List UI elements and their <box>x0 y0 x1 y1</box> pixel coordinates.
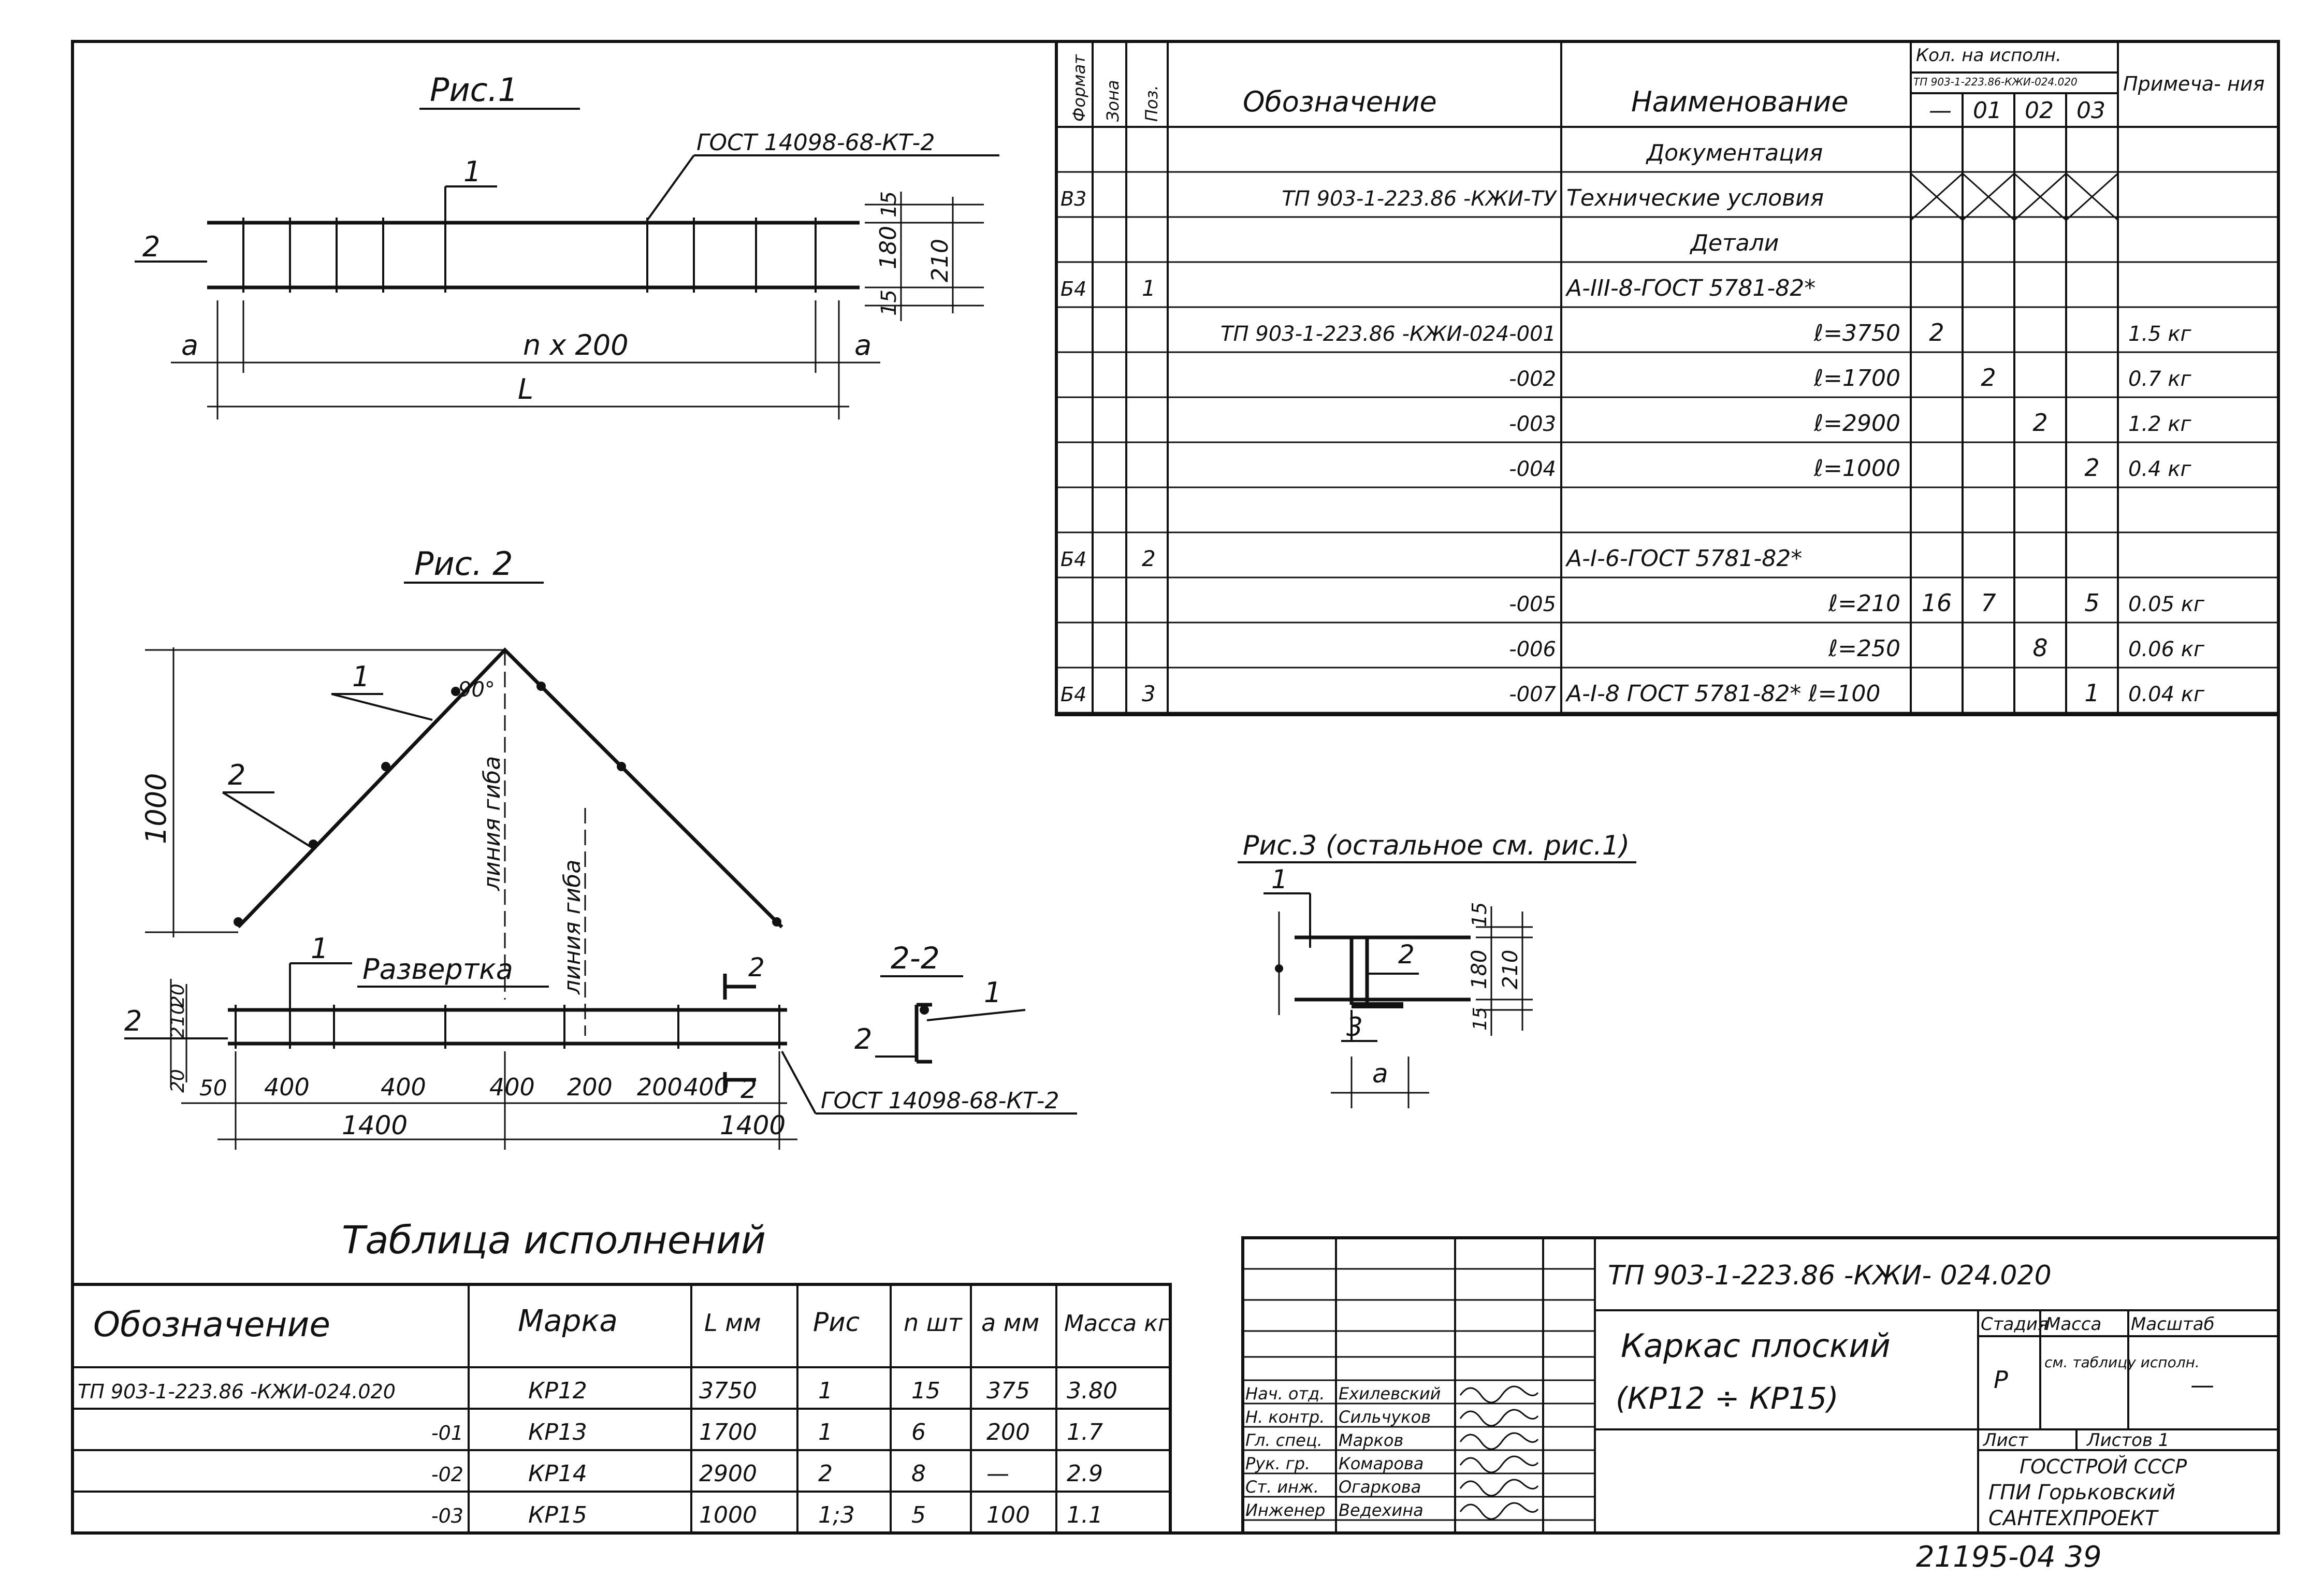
title-block <box>1243 1238 2278 1533</box>
ispoln-cell: 200 <box>986 1419 1030 1445</box>
fig1-dim-180: 180 <box>875 226 902 269</box>
spec-cell: Б4 <box>1061 548 1087 571</box>
fig2-r-pos1: 1 <box>311 932 329 965</box>
fig2-dim-1: 400 <box>381 1073 426 1101</box>
fig2-dim-5: 400 <box>684 1073 729 1101</box>
ispoln-cell: КР14 <box>528 1460 587 1487</box>
ispoln-h-0: Обозначение <box>93 1305 330 1344</box>
spec-cell: 2 <box>1142 546 1156 571</box>
ispoln-cell: 2.9 <box>1067 1460 1103 1487</box>
section22-pos1: 1 <box>984 976 1002 1009</box>
ispoln-cell: 375 <box>986 1378 1030 1404</box>
spec-cell: -007 <box>1509 683 1556 706</box>
ispoln-cell: 1 <box>818 1378 833 1404</box>
spec-cell: 0.05 кг <box>2128 592 2204 616</box>
spec-cell: 2 <box>2084 454 2100 482</box>
fig1-dim-a-right: a <box>854 329 872 361</box>
spec-cell: 2 <box>1981 364 1996 392</box>
ispoln-title: Таблица исполнений <box>342 1218 766 1263</box>
signature-scribble <box>1460 1456 1538 1472</box>
spec-h-prim: Примеча- ния <box>2123 73 2265 95</box>
fig2-angle: 90° <box>458 678 495 702</box>
fig2-d20b: 20 <box>167 1069 188 1093</box>
spec-h-kol-sub: ТП 903-1-223.86-КЖИ-024.020 <box>1913 76 2078 88</box>
spec-cell: A-III-8-ГОСТ 5781-82* <box>1566 275 1816 301</box>
fig3-pos1: 1 <box>1271 864 1288 894</box>
stamp-name1: Каркас плоский <box>1621 1327 1891 1365</box>
spec-cell: A-I-6-ГОСТ 5781-82* <box>1566 545 1803 572</box>
ispoln-h-5: a мм <box>981 1309 1040 1337</box>
fig2-fold2: линия гиба <box>559 859 586 994</box>
spec-h-zona: Зона <box>1103 80 1123 122</box>
fig1-dim-L: L <box>518 373 534 406</box>
ispoln-cell: 1700 <box>699 1419 757 1445</box>
spec-cell: 0.04 кг <box>2128 683 2204 706</box>
spec-h-col-2: 02 <box>2025 97 2054 124</box>
signature-scribble <box>1460 1410 1538 1426</box>
fig2-dim-0: 400 <box>264 1073 310 1101</box>
fig3-d15b: 15 <box>1470 1007 1491 1031</box>
ispoln-cell: — <box>986 1460 1009 1487</box>
spec-cell: ℓ=3750 <box>1813 320 1900 346</box>
ispoln-cell: 6 <box>911 1419 926 1445</box>
stamp-org2: ГПИ Горьковский <box>1988 1481 2176 1505</box>
spec-cell: Технические условия <box>1566 185 1824 211</box>
fig2-d50: 50 <box>199 1075 227 1101</box>
stamp-role: Инженер <box>1245 1500 1326 1520</box>
ispoln-h-1: Марка <box>518 1303 618 1338</box>
spec-cell: ℓ=250 <box>1828 635 1900 662</box>
archive-number: 21195-04 39 <box>1916 1540 2102 1574</box>
fig2-d1400b: 1400 <box>720 1110 786 1140</box>
spec-h-col-1: 01 <box>1973 97 2002 124</box>
fig2-dim-3: 200 <box>567 1073 613 1101</box>
spec-cell: 7 <box>1981 589 1996 617</box>
ispoln-cell: КР13 <box>528 1419 587 1445</box>
fig3-pos3: 3 <box>1346 1012 1363 1042</box>
fig3-d180: 180 <box>1468 949 1491 989</box>
spec-h-col-3: 03 <box>2076 97 2105 124</box>
fig2-gost: ГОСТ 14098-68-КТ-2 <box>821 1088 1059 1114</box>
ispoln-cell: 2 <box>818 1460 833 1487</box>
signature-scribble <box>1460 1433 1538 1449</box>
ispoln-cell: 15 <box>911 1378 940 1404</box>
stamp-h-massa: Масса <box>2045 1314 2102 1335</box>
spec-cell: 1.5 кг <box>2128 322 2191 346</box>
stamp-role: Гл. спец. <box>1245 1430 1323 1450</box>
stamp-role: Н. контр. <box>1245 1407 1325 1427</box>
spec-h-col-0: — <box>1929 97 1952 124</box>
spec-cell: 0.4 кг <box>2128 457 2191 481</box>
spec-cell: В3 <box>1061 187 1087 210</box>
stamp-person: Комарова <box>1339 1454 1424 1473</box>
spec-cell: ℓ=1000 <box>1813 455 1900 482</box>
spec-h-naim: Наименование <box>1631 85 1849 118</box>
fig3-da: a <box>1372 1059 1388 1089</box>
ispoln-cell: 3750 <box>699 1378 757 1404</box>
spec-cell: Б4 <box>1061 683 1087 706</box>
spec-cell: 3 <box>1142 681 1156 706</box>
ispoln-h-6: Масса кг <box>1064 1310 1170 1337</box>
fig1-dim-nx200: n x 200 <box>523 329 629 361</box>
spec-cell: 5 <box>2084 589 2100 617</box>
fig2-pos1: 1 <box>352 660 370 693</box>
fig1-pos2: 2 <box>142 230 161 263</box>
spec-cell: -004 <box>1509 457 1556 481</box>
stamp-person: Огаркова <box>1339 1477 1421 1497</box>
ispoln-h-4: n шт <box>904 1309 962 1337</box>
spec-cell: 1 <box>1142 276 1156 301</box>
stamp-person: Сильчуков <box>1339 1407 1431 1427</box>
fig2-cut-bottom: 2 <box>740 1074 757 1104</box>
stamp-org3: САНТЕХПРОЕКТ <box>1988 1507 2158 1530</box>
specification-table <box>1056 41 2278 715</box>
ispoln-cell: 1.7 <box>1067 1419 1103 1445</box>
spec-cell: 0.06 кг <box>2128 638 2204 661</box>
fig3-title: Рис.3 (остальное см. рис.1) <box>1243 830 1630 861</box>
ispoln-cell: КР15 <box>528 1502 587 1528</box>
spec-cell: 2 <box>2032 409 2048 437</box>
ispoln-cell: ТП 903-1-223.86 -КЖИ-024.020 <box>78 1380 396 1403</box>
stamp-stadia: Р <box>1994 1366 2008 1394</box>
figure-3 <box>1238 830 1636 1108</box>
section-2-2 <box>854 941 1025 1062</box>
ispoln-h-3: Рис <box>813 1307 860 1337</box>
fig1-pos1: 1 <box>463 155 482 188</box>
stamp-name2: (КР12 ÷ КР15) <box>1616 1381 1839 1416</box>
fig1-title: Рис.1 <box>430 71 518 109</box>
signature-scribble <box>1460 1480 1538 1496</box>
ispoln-cell: 2900 <box>699 1460 757 1487</box>
stamp-h-stadia: Стадия <box>1981 1314 2049 1335</box>
spec-cell: 2 <box>1929 319 1944 346</box>
fig2-pos2: 2 <box>228 759 246 791</box>
fig2-r-pos2: 2 <box>124 1005 142 1037</box>
stamp-listov: Листов 1 <box>2087 1430 2170 1451</box>
fig1-dim-a-left: a <box>181 329 199 361</box>
section22-title: 2-2 <box>891 941 940 976</box>
spec-cell: Б4 <box>1061 278 1087 300</box>
spec-cell: 8 <box>2032 634 2048 662</box>
spec-h-format: Формат <box>1069 54 1089 122</box>
fig2-title: Рис. 2 <box>414 545 513 583</box>
fig1-dim-210: 210 <box>927 239 953 282</box>
fig2-dim-1000: 1000 <box>140 773 172 844</box>
stamp-person: Марков <box>1339 1430 1404 1450</box>
ispoln-cell: КР12 <box>528 1378 587 1404</box>
ispoln-cell: 1000 <box>699 1502 757 1528</box>
spec-cell: ТП 903-1-223.86 -КЖИ-024-001 <box>1221 322 1556 346</box>
spec-cell: -005 <box>1509 592 1556 616</box>
ispoln-cell: 100 <box>986 1502 1030 1528</box>
fig2-fold1: линия гиба <box>479 756 505 891</box>
fig1-dim-15b: 15 <box>877 290 901 316</box>
signature-scribble <box>1460 1386 1538 1402</box>
spec-cell: 1.2 кг <box>2128 412 2191 436</box>
ispoln-cell: 3.80 <box>1067 1378 1117 1404</box>
fig3-d15: 15 <box>1468 902 1491 927</box>
fig2-d1400a: 1400 <box>342 1110 408 1140</box>
ispoln-cell: 5 <box>911 1502 926 1528</box>
ispoln-cell: 1.1 <box>1067 1502 1103 1528</box>
stamp-code: ТП 903-1-223.86 -КЖИ- 024.020 <box>1608 1260 2052 1291</box>
fig2-dim-4: 200 <box>637 1073 682 1101</box>
spec-cell: ℓ=2900 <box>1813 410 1900 437</box>
stamp-role: Нач. отд. <box>1245 1384 1325 1404</box>
figure-1 <box>135 71 999 420</box>
ispoln-cell: -02 <box>431 1463 463 1486</box>
signature-scribble <box>1460 1503 1538 1519</box>
fig2-d210: 210 <box>167 1003 188 1038</box>
spec-cell: ℓ=210 <box>1828 590 1900 617</box>
stamp-h-masshtab: Масштаб <box>2131 1314 2215 1335</box>
ispoln-cell: 1 <box>818 1419 833 1445</box>
spec-h-poz: Поз. <box>1142 85 1161 122</box>
versions-table <box>72 1218 1170 1533</box>
stamp-person: Ведехина <box>1339 1500 1424 1520</box>
fig1-gost: ГОСТ 14098-68-КТ-2 <box>696 129 935 156</box>
stamp-list: Лист <box>1983 1430 2028 1451</box>
ispoln-cell: 1;3 <box>818 1502 855 1528</box>
stamp-role: Рук. гр. <box>1245 1454 1311 1473</box>
fig3-pos2: 2 <box>1398 939 1415 970</box>
fig2-razvertka: Развертка <box>362 953 513 986</box>
ispoln-cell: 8 <box>911 1460 926 1487</box>
spec-cell: ТП 903-1-223.86 -КЖИ-ТУ <box>1282 187 1556 211</box>
fig2-dim-2: 400 <box>489 1073 535 1101</box>
fig1-dim-15: 15 <box>877 191 901 218</box>
ispoln-h-2: L мм <box>704 1309 761 1337</box>
spec-cell: -002 <box>1509 367 1556 391</box>
stamp-massa: см. таблицу исполн. <box>2044 1354 2200 1371</box>
fig3-d210: 210 <box>1499 949 1522 989</box>
spec-cell: 0.7 кг <box>2128 367 2191 391</box>
spec-cell: ℓ=1700 <box>1813 365 1900 392</box>
spec-h-kol: Кол. на исполн. <box>1916 45 2061 66</box>
spec-cell: -003 <box>1509 412 1556 436</box>
spec-cell: 16 <box>1921 589 1952 617</box>
spec-cell: -006 <box>1509 638 1556 661</box>
stamp-masshtab: — <box>2190 1371 2214 1399</box>
spec-cell: Документация <box>1646 140 1823 166</box>
section22-pos2: 2 <box>854 1023 873 1055</box>
spec-cell: A-I-8 ГОСТ 5781-82* ℓ=100 <box>1566 681 1881 707</box>
ispoln-cell: -01 <box>431 1422 463 1444</box>
figure-2 <box>124 545 1077 1150</box>
spec-cell: 1 <box>2084 679 2100 707</box>
stamp-org1: ГОССТРОЙ СССР <box>2020 1455 2187 1478</box>
stamp-role: Ст. инж. <box>1245 1477 1319 1497</box>
spec-h-oboz: Обозначение <box>1243 85 1437 118</box>
spec-cell: Детали <box>1690 230 1779 256</box>
fig2-cut-top: 2 <box>748 952 765 982</box>
stamp-person: Ехилевский <box>1339 1384 1441 1404</box>
ispoln-cell: -03 <box>431 1505 463 1527</box>
fig2-d20a: 20 <box>167 983 188 1007</box>
